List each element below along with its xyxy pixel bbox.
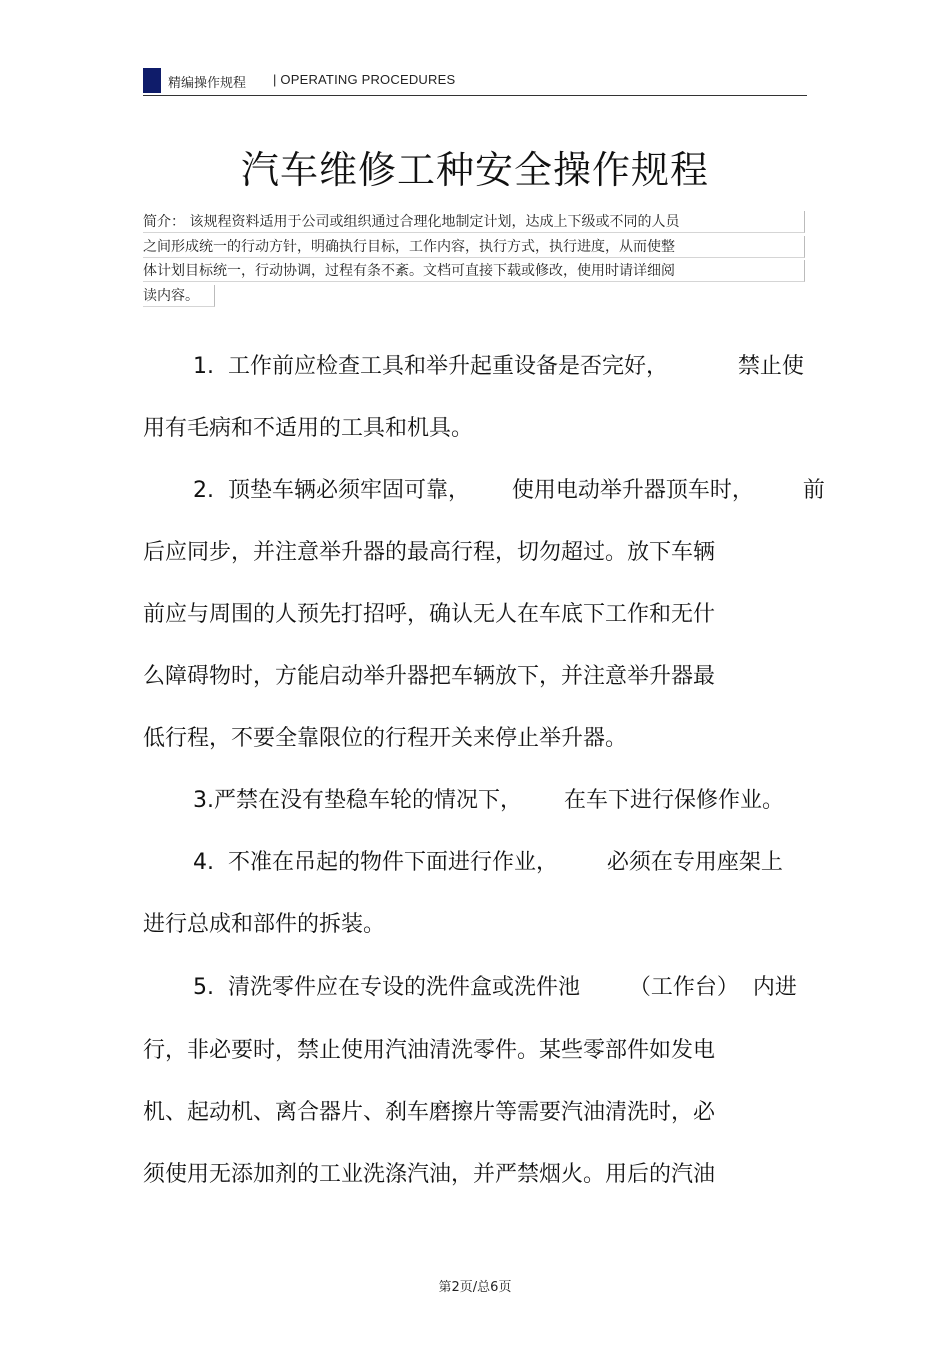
- paragraph-line: 4. 不准在吊起的物件下面进行作业， 必须在专用座架上: [193, 850, 783, 875]
- page-header: [143, 66, 807, 96]
- paragraph-line: 3.严禁在没有垫稳车轮的情况下， 在车下进行保修作业。: [193, 788, 784, 813]
- intro-line: 体计划目标统一，行动协调，过程有条不紊。文档可直接下载或修改，使用时请详细阅: [143, 260, 805, 282]
- paragraph-line: 后应同步，并注意举升器的最高行程，切勿超过。放下车辆: [143, 540, 716, 565]
- intro-line: 之间形成统一的行动方针，明确执行目标，工作内容，执行方式，执行进度，从而使整: [143, 236, 805, 258]
- paragraph-line: 须使用无添加剂的工业洗涤汽油，并严禁烟火。用后的汽油: [143, 1162, 716, 1187]
- paragraph-line: 5. 清洗零件应在专设的洗件盒或洗件池 （工作台） 内进: [193, 975, 797, 1000]
- page-number: 第2页/总6页: [438, 1280, 512, 1295]
- paragraph-line: 机、起动机、离合器片、刹车磨擦片等需要汽油清洗时，必: [143, 1100, 716, 1125]
- logo-icon: [143, 68, 161, 93]
- document-title: 汽车维修工种安全操作规程: [240, 148, 709, 192]
- intro-line: 读内容。: [143, 285, 215, 307]
- paragraph-line: 用有毛病和不适用的工具和机具。: [143, 416, 474, 441]
- paragraph-line: 低行程，不要全靠限位的行程开关来停止举升器。: [143, 726, 628, 751]
- header-subtitle: | OPERATING PROCEDURES: [273, 72, 456, 87]
- intro-line: 简介： 该规程资料适用于公司或组织通过合理化地制定计划，达成上下级或不同的人员: [143, 211, 805, 233]
- paragraph-line: 进行总成和部件的拆装。: [143, 912, 386, 937]
- paragraph-line: 么障碍物时，方能启动举升器把车辆放下，并注意举升器最: [143, 664, 716, 689]
- header-category: 精编操作规程: [168, 76, 247, 91]
- paragraph-line: 前应与周围的人预先打招呼，确认无人在车底下工作和无什: [143, 602, 716, 627]
- paragraph-line: 行，非必要时，禁止使用汽油清洗零件。某些零部件如发电: [143, 1038, 716, 1063]
- paragraph-line: 1. 工作前应检查工具和举升起重设备是否完好， 禁止使: [193, 354, 804, 379]
- paragraph-line: 2. 顶垫车辆必须牢固可靠， 使用电动举升器顶车时， 前: [193, 478, 825, 503]
